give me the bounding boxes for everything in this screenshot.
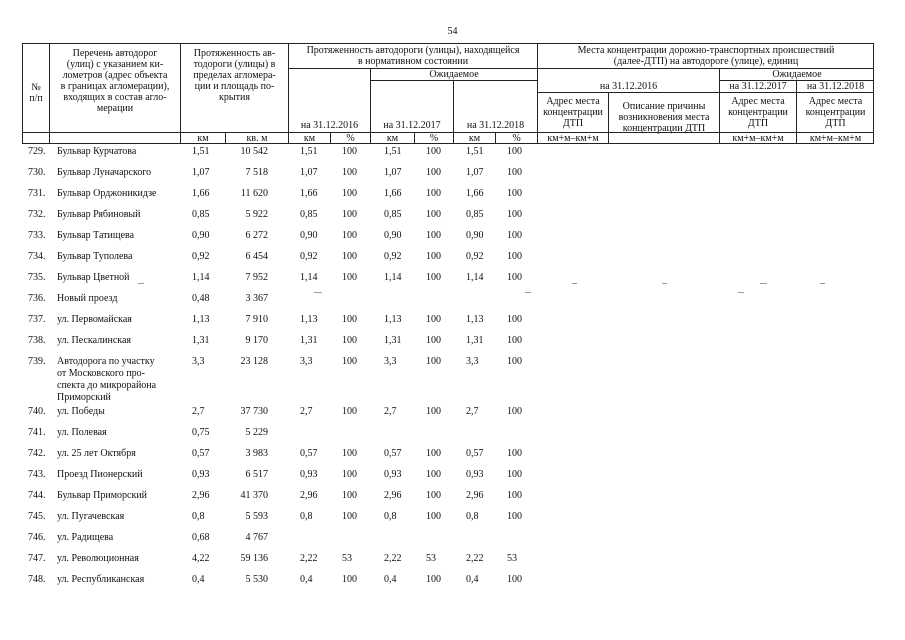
cell-sq: 3 367 [245,293,268,304]
cell-p18: 100 [507,209,522,220]
cell-km: 1,14 [192,272,210,283]
cell-name: Бульвар Луначарского [57,167,152,178]
header-dtp-title [538,45,874,67]
table-row [0,293,905,307]
unit-kmm: км+м–км+м [547,133,599,144]
cell-p18: 100 [507,335,522,346]
cell-p16: 100 [342,272,357,283]
cell-p18: 100 [507,406,522,417]
cell-k16: 3,3 [300,356,313,367]
cell-name: ул. Пугачевская [57,511,125,522]
cell-num: 738. [28,335,46,346]
cell-sq: 5 530 [245,574,268,585]
header-dtp-address-2017 [720,96,796,129]
cell-k16: 0,85 [300,209,318,220]
cell-name: ул. Республиканская [57,574,145,585]
cell-k18: 1,07 [466,167,484,178]
cell-num: 737. [28,314,46,325]
cell-num: 736. [28,293,46,304]
table-row [0,272,905,286]
cell-p16: 100 [342,406,357,417]
header-num [23,82,49,104]
cell-num: 732. [28,209,46,220]
cell-name-line: от Московского про- [57,368,145,379]
cell-p17: 100 [426,251,441,262]
cell-num: 748. [28,574,46,585]
cell-km: 0,75 [192,427,210,438]
cell-p17: 100 [426,314,441,325]
cell-k17: 0,8 [384,511,397,522]
cell-k16: 1,51 [300,146,318,157]
header-length-line: Протяженность ав- [193,48,276,59]
table-row [0,448,905,462]
cell-name: ул. 25 лет Октября [57,448,136,459]
cell-k16: 1,31 [300,335,318,346]
cell-k16: 2,7 [300,406,313,417]
cell-p16: 100 [342,511,357,522]
unit-km: км [468,133,481,144]
header-dtp-address-line: ДТП [562,118,584,129]
header-dtp-reason [609,101,719,134]
header-normative-line: в нормативном состоянии [357,56,469,67]
table-row [0,188,905,202]
cell-name: ул. Радищева [57,532,114,543]
cell-num: 741. [28,427,46,438]
cell-num: 747. [28,553,46,564]
cell-k18: 1,66 [466,188,484,199]
cell-p18: 100 [507,167,522,178]
header-dtp-reason-line: Описание причины [622,101,706,112]
cell-k16: 2,22 [300,553,318,564]
cell-num: 733. [28,230,46,241]
unit-kmm: км+м–км+м [809,133,862,144]
cell-p18: 100 [507,146,522,157]
cell-sq: 5 593 [245,511,268,522]
cell-k18: 0,4 [466,574,479,585]
header-list-line: входящих в состав агло- [63,92,167,103]
header-normative-title [289,45,537,67]
cell-name-line: Приморский [57,392,111,403]
cell-km: 3,3 [192,356,205,367]
cell-num: 730. [28,167,46,178]
cell-p16: 100 [342,314,357,325]
cell-km: 1,31 [192,335,210,346]
cell-k16: 1,13 [300,314,318,325]
cell-km: 1,07 [192,167,210,178]
cell-k16: 0,57 [300,448,318,459]
cell-k18: 1,31 [466,335,484,346]
cell-p16: 100 [342,251,357,262]
cell-p16: 100 [342,490,357,501]
cell-k18: 0,57 [466,448,484,459]
cell-sq: 6 517 [245,469,268,480]
cell-num: 744. [28,490,46,501]
cell-k17: 1,31 [384,335,402,346]
unit-kmm: км+м–км+м [732,133,784,144]
cell-name-line: спекта до микрорайона [57,380,157,391]
cell-km: 0,8 [192,511,205,522]
header-dtp-address-2016 [538,96,608,129]
cell-sq: 41 370 [240,490,268,501]
cell-name: Бульвар Татищева [57,230,135,241]
header-num-text: № п/п [29,82,43,104]
cell-k17: 1,07 [384,167,402,178]
cell-p18: 100 [507,314,522,325]
table-row [0,490,905,504]
page-number: 54 [447,26,458,37]
cell-sq: 3 983 [245,448,268,459]
table-row [0,553,905,567]
cell-p17: 100 [426,230,441,241]
table-header [22,43,874,144]
cell-num: 745. [28,511,46,522]
cell-p16: 100 [342,188,357,199]
cell-k17: 0,85 [384,209,402,220]
table-row [0,406,905,420]
cell-k17: 0,90 [384,230,402,241]
cell-p16: 100 [342,335,357,346]
header-date-2017: на 31.12.2017 [383,120,441,131]
cell-k18: 0,85 [466,209,484,220]
cell-km: 0,92 [192,251,210,262]
cell-km: 0,85 [192,209,210,220]
header-list-line: в границах агломерации), [60,81,170,92]
cell-k17: 0,93 [384,469,402,480]
cell-k17: 0,57 [384,448,402,459]
header-dtp-address-2018 [797,96,874,129]
cell-num: 742. [28,448,46,459]
cell-k16: 0,92 [300,251,318,262]
cell-num: 731. [28,188,46,199]
unit-sq: кв. м [246,133,268,144]
cell-p17: 100 [426,574,441,585]
cell-p18: 100 [507,272,522,283]
cell-p18: 100 [507,230,522,241]
cell-k18: 3,3 [466,356,479,367]
header-dtp-address-line: концентрации [543,107,603,118]
cell-k16: 2,96 [300,490,318,501]
cell-p16: 100 [342,469,357,480]
cell-k17: 1,66 [384,188,402,199]
header-length-line: крытия [219,92,250,103]
cell-p17: 100 [426,356,441,367]
cell-k18: 0,93 [466,469,484,480]
cell-name: Бульвар Рябиновый [57,209,141,220]
cell-p17: 100 [426,469,441,480]
cell-p17: 100 [426,272,441,283]
header-length-title [181,48,288,103]
cell-k17: 0,92 [384,251,402,262]
header-list-title [50,48,180,114]
header-dtp-address-line: Адрес места [808,96,863,107]
cell-p16: 53 [342,553,352,564]
header-length-line: ции и площадь по- [194,81,275,92]
cell-k18: 2,96 [466,490,484,501]
cell-p18: 100 [507,574,522,585]
cell-name: ул. Полевая [57,427,107,438]
cell-k17: 1,13 [384,314,402,325]
cell-sq: 59 136 [240,553,268,564]
table-row [0,209,905,223]
cell-k16: 0,8 [300,511,313,522]
cell-p18: 100 [507,511,522,522]
header-normative-line: Протяженность автодороги (улицы), находящейся [306,45,520,56]
cell-p16: 100 [342,574,357,585]
cell-k16: 0,4 [300,574,313,585]
cell-p16: 100 [342,230,357,241]
cell-km: 0,57 [192,448,210,459]
cell-sq: 5 922 [245,209,268,220]
cell-num: 746. [28,532,46,543]
cell-km: 2,96 [192,490,210,501]
table-row [0,230,905,244]
cell-num: 739. [28,356,46,367]
header-dtp-address-line: концентрации [728,107,788,118]
cell-km: 4,22 [192,553,210,564]
header-dtp-line: Места концентрации дорожно-транспортных происшествий [577,45,835,56]
cell-km: 0,68 [192,532,210,543]
cell-km: 0,93 [192,469,210,480]
cell-k18: 2,7 [466,406,479,417]
header-dtp-address-line: Адрес места [546,96,600,107]
table-row [0,335,905,349]
header-dtp-address-line: концентрации [805,107,866,118]
cell-k17: 1,51 [384,146,402,157]
header-dtp-reason-line: возникновения места [618,112,710,123]
cell-name: ул. Пескалинская [57,335,132,346]
cell-k18: 1,51 [466,146,484,157]
table-row [0,511,905,525]
cell-k16: 1,66 [300,188,318,199]
unit-km: км [197,133,209,144]
cell-num: 734. [28,251,46,262]
cell-name: Бульвар Орджоникидзе [57,188,157,199]
cell-k18: 0,8 [466,511,479,522]
table-row [0,167,905,181]
header-length-line: пределах агломера- [193,70,276,81]
cell-k17: 0,4 [384,574,397,585]
cell-k17: 2,22 [384,553,402,564]
unit-km: км [386,133,399,144]
table-row [0,532,905,546]
table-row [0,574,905,588]
cell-p17: 53 [426,553,436,564]
table-row [0,469,905,483]
table-row [0,251,905,265]
cell-k17: 2,96 [384,490,402,501]
cell-num: 743. [28,469,46,480]
table-row [0,427,905,441]
cell-k16: 0,93 [300,469,318,480]
cell-p18: 100 [507,251,522,262]
cell-k18: 1,13 [466,314,484,325]
cell-p18: 53 [507,553,517,564]
header-list-line: мерации [96,103,134,114]
cell-p17: 100 [426,448,441,459]
cell-k18: 0,92 [466,251,484,262]
cell-p16: 100 [342,146,357,157]
table-row [0,314,905,328]
header-dtp-line: (далее-ДТП) на автодороге (улице), единиц [613,56,799,67]
unit-km: км [303,133,316,144]
cell-k16: 1,07 [300,167,318,178]
cell-p17: 100 [426,146,441,157]
cell-sq: 9 170 [245,335,268,346]
cell-sq: 6 454 [245,251,268,262]
header-list-line: (улиц) с указанием ки- [66,59,164,70]
cell-k17: 3,3 [384,356,397,367]
table-row [0,356,905,403]
cell-km: 1,13 [192,314,210,325]
cell-sq: 7 952 [245,272,268,283]
cell-sq: 11 620 [240,188,268,199]
cell-name: Бульвар Цветной [57,272,130,283]
cell-sq: 4 767 [245,532,268,543]
cell-name: ул. Победы [57,406,105,417]
cell-p18: 100 [507,469,522,480]
cell-km: 1,66 [192,188,210,199]
header-list-line: Перечень автодорог [72,48,158,59]
cell-p16: 100 [342,356,357,367]
cell-sq: 5 229 [245,427,268,438]
cell-p17: 100 [426,511,441,522]
header-dtp-address-line: Адрес места [731,96,785,107]
header-dtp-date-2017: на 31.12.2017 [729,81,787,92]
header-dtp-address-line: ДТП [825,118,846,129]
header-date-2016: на 31.12.2016 [300,120,359,131]
cell-km: 0,48 [192,293,210,304]
cell-k16: 0,90 [300,230,318,241]
header-length-line: тодороги (улицы) в [193,59,276,70]
cell-k18: 2,22 [466,553,484,564]
unit-pct: % [512,133,521,144]
cell-sq: 7 910 [245,314,268,325]
header-date-2018: на 31.12.2018 [466,120,525,131]
header-expected-normative: Ожидаемое [429,69,479,80]
cell-km: 0,4 [192,574,205,585]
cell-sq: 37 730 [240,406,268,417]
cell-p18: 100 [507,188,522,199]
cell-num: 729. [28,146,46,157]
cell-p17: 100 [426,167,441,178]
header-dtp-address-line: ДТП [747,118,769,129]
cell-sq: 7 518 [245,167,268,178]
header-list-line: лометров (адрес объекта [62,70,168,81]
cell-p17: 100 [426,490,441,501]
cell-name: Бульвар Приморский [57,490,148,501]
table-row [0,146,905,160]
cell-name: ул. Революционная [57,553,139,564]
cell-name: Новый проезд [57,293,118,304]
cell-sq: 6 272 [245,230,268,241]
header-dtp-reason-line: концентрации ДТП [622,123,706,134]
cell-num: 740. [28,406,46,417]
cell-k17: 1,14 [384,272,402,283]
cell-k16: 1,14 [300,272,318,283]
cell-num: 735. [28,272,46,283]
header-dtp-date-2018: на 31.12.2018 [806,81,865,92]
header-expected-dtp: Ожидаемое [772,69,822,80]
cell-p18: 100 [507,356,522,367]
cell-km: 0,90 [192,230,210,241]
cell-p16: 100 [342,209,357,220]
cell-km: 2,7 [192,406,205,417]
cell-p16: 100 [342,448,357,459]
cell-name-line: Автодорога по участку [57,356,155,367]
unit-pct: % [429,133,439,144]
cell-p17: 100 [426,188,441,199]
cell-sq: 10 542 [240,146,268,157]
cell-p17: 100 [426,209,441,220]
cell-name: Бульвар Туполева [57,251,133,262]
cell-km: 1,51 [192,146,210,157]
cell-k17: 2,7 [384,406,397,417]
cell-p17: 100 [426,406,441,417]
cell-p16: 100 [342,167,357,178]
cell-name: Проезд Пионерский [57,469,143,480]
cell-p17: 100 [426,335,441,346]
cell-k18: 0,90 [466,230,484,241]
cell-p18: 100 [507,490,522,501]
cell-name [57,356,182,404]
cell-k18: 1,14 [466,272,484,283]
header-dtp-date-2016: на 31.12.2016 [599,81,658,92]
unit-pct: % [346,133,355,144]
cell-name: ул. Первомайская [57,314,132,325]
cell-p18: 100 [507,448,522,459]
cell-sq: 23 128 [240,356,268,367]
cell-name: Бульвар Курчатова [57,146,137,157]
